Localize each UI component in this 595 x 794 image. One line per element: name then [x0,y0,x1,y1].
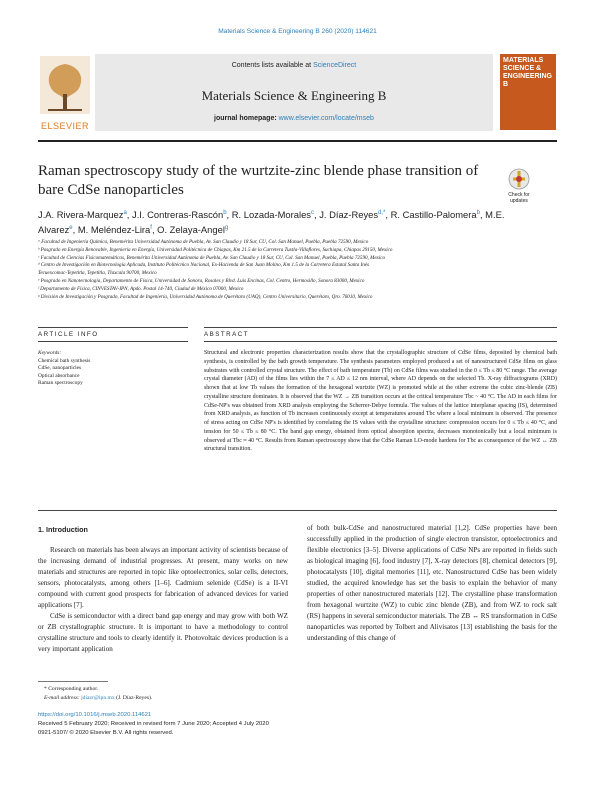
homepage-link[interactable]: www.elsevier.com/locate/mseb [278,115,374,122]
author[interactable]: R. Castillo-Palomera$^b$ [390,209,480,221]
article-info-rule [38,327,188,328]
affiliation: ᵇ Posgrado en Energía Renovable, Ingeniería en Energía, Universidad Politécnica de Chiapas, Km 21.5 de la Carretera Tuxtla-Villaflores, Suchiapa, Chiapas 29150, Mexico [38,246,393,253]
keyword: CdSe, nanoparticles [38,365,82,372]
contents-prefix: Contents lists available at [231,62,314,69]
footnote-block [44,685,152,702]
journal-title: Materials Science & Engineering B [201,88,387,103]
author[interactable]: J. Díaz-Reyes$^{d,*}$ [319,209,386,221]
crossmark-label: Check for updates [508,192,530,204]
homepage-prefix: journal homepage: [214,115,279,122]
paragraph: Research on materials has been always an important activity of scientists because of the increasing demand of industrial progresses. At present, many works on new materials and structures are reported in topic like optoelectronics, solar cells, detectors, sensors, photocatalysts, among others [1–6]. Cadmium selenide (CdSe) is a II-VI compound with current good prospects for fabrication of advanced devices for varied applications [7]. [38,546,288,610]
paragraph: CdSe is semiconductor with a direct band gap energy and may grow with both WZ or ZB crystallographic structure. It is important to have a methodology to control crystalline structure and tools to clearly identify it. Photovoltaic devices production is a very important application [38,612,288,654]
sciencedirect-link[interactable]: ScienceDirect [313,62,357,69]
author[interactable]: J.A. Rivera-Marquez$^a$ [38,209,127,221]
article-info-rule-bottom [38,341,188,342]
affiliation: ᵉ Posgrado en Nanotecnología, Departamento de Física, Universidad de Sonora, Rosales y Blvd. Luis Encinas, Col. Centro, Hermosillo, Sonora 83000, Mexico [38,277,365,284]
intro-right-column [307,523,557,645]
author-list: J.A. Rivera-Marquez$^a$, J.I. Contreras-Rascón$^b$, R. Lozada-Morales$^c$, J. Díaz-Reyes$^{d,*}$, R. Castillo-Palomera$^b$, M.E. Alvarez$^e$, M. Meléndez-Lira$^f$, O. Zelaya-Angel$^g$ [38,209,505,235]
author[interactable]: J.I. Contreras-Rascón$^b$ [132,209,227,221]
author[interactable]: R. Lozada-Morales$^c$ [231,209,314,221]
abstract-rule [204,327,557,328]
paragraph: of both bulk-CdSe and nanostructured material [1,2]. CdSe properties have been successfully applied in the production of single electron transistor, optoelectronics and flexible electronics [3–5]. Diverse applications of CdSe NPs are reported in fields such as biological imaging [6], food industry [7], X-ray detectors [8], chemical detectors [9], photocatalysts [10], digital memories [11], etc. Nanostructured CdSe has been widely studied, the acquired knowledge has set the basis to explain the behavior of many properties of other nanostructured materials [12]. The crystalline phase transformation from hexagonal wurtzite (WZ) to cubic zinc blende (ZB), and from WZ to rock salt (RS) happens in several semiconductor materials. The ZB ↔ RS transformation in CdSe nanoparticles was reported by Tolbert and Alivisatos [13] establishing the basis for the understanding of this change of [307,524,557,643]
article-info-heading: ARTICLE INFO [38,331,99,338]
abstract-heading: ABSTRACT [204,331,250,338]
intro-left-column [38,545,288,655]
abstract-text: Structural and electronic properties characterization results show that the crystallographic structure of CdSe films, deposited by chemical bath synthesis, is controlled by the bath growth temperature. The synthesis parameters employed produced a set of nanostructured CdSe films on glass substrates with controlled crystal structure. The effect of bath temperature (Tb) on CdSe films was studied in the 0 ≤ Tb ≤ 80 °C range. The average crystal diameter (AD) of the films lies within the 7 ≤ AD ≤ 12 nm interval, where AD depends on the selected Tb. X-ray diffractograms (XRD) shown that at low Tb values the formation of the hexagonal wurtzite (WZ) is promoted while at the other extreme the cubic zinc-blende (ZB) crystalline structure dominates. It is observed that the WZ → ZB transition occurs at the critical temperature Tbc ~ 40 °C. The AD in each films for CdSe-NP's was obtained from XRD analysis employing the Scherrer-Debye formula. The values of the lattice interplanar spacing (IS), determined from XRD analysis, as function of Tb increases continuously except at temperatures around Tbc where a local minimum is observed. The presence of stress acting on CdSe NP's is identified by correlating the IS values with the crystalline structure: compression occurs for 0 ≤ Tb ≤ 40 °C, and tension for 50 ≤ Tb ≤ 80 °C. The band gap energy, obtained from optical absorption spectra, decreases monotonically but a local minimum is observed at Tbc ≈ 40 °C. Results from Raman spectroscopy show that the CdSe Raman LO-mode hardens for Tbc as consequence of the WZ ↔ ZB structural transition. [204,350,557,453]
elsevier-logo [38,54,92,131]
author[interactable]: M.E. Alvarez$^e$ [38,209,505,235]
keywords-block [38,350,188,388]
keywords-label: Keywords: [38,350,62,356]
keyword: Raman spectroscopy [38,380,83,387]
footnote-rule [38,681,108,682]
keyword: Optical absorbance [38,372,80,379]
affiliation: ᵈ Centro de Investigación en Biotecnología Aplicada, Instituto Politécnico Nacional, Ex-Hacienda de San Juan Molino, Km 1.5 de la Carretera Estatal Santa Inés [38,262,370,269]
affiliation: ᵍ División de Investigación y Posgrado, Facultad de Ingeniería, Universidad Autónoma de Querétaro (UAQ), Centro Universitario, Querétaro, Qro. 76010, Mexico [38,293,373,300]
article-title: Raman spectroscopy study of the wurtzite-zinc blende phase transition of bare CdSe nanoparticles [38,163,479,198]
crossmark-icon [508,168,530,190]
journal-cover [500,54,556,130]
affiliations [38,239,558,301]
keyword: Chemical bath synthesis [38,357,91,364]
received-dates: Received 5 February 2020; Received in revised form 7 June 2020; Accepted 4 July 2020 [38,721,269,727]
publisher-name: ELSEVIER [40,121,90,131]
corresponding-author-note: * Corresponding author. [44,686,99,692]
affiliation: Tecuexcomac-Tepetitla, Tepetitla, Tlaxcala 90700, Mexico [38,270,157,277]
section-heading-introduction: 1. Introduction [38,525,88,534]
journal-reference[interactable]: Materials Science & Engineering B 260 (2020) 114621 [218,28,377,35]
contents-line [95,62,493,69]
affiliation: ᵃ Facultad de Ingeniería Química, Benemérita Universidad Autónoma de Puebla, Av. San Claudio y 18 Sur, CU, Col. San Manuel, Puebla, Puebla 72590, Mexico [38,239,369,245]
elsevier-tree-icon [38,54,92,116]
homepage-line [95,115,493,122]
author[interactable]: O. Zelaya-Angel$^g$ [157,223,229,235]
affiliation: ᶜ Facultad de Ciencias Fisicomatemáticas, Benemérita Universidad Autónoma de Puebla, Av. San Claudio y 18 Sur, CU, Col. San Manuel, Puebla, Puebla 72590, Mexico [38,254,386,261]
copyright: 0921-5107/ © 2020 Elsevier B.V. All rights reserved. [38,730,174,736]
author[interactable]: M. Meléndez-Lira$^f$ [77,223,152,235]
affiliation: ᶠ Departamento de Física, CINVESTAV-IPN, Apdo. Postal 14-740, Ciudad de México 07000, Mexico [38,285,244,292]
abstract-rule-bottom [204,341,557,342]
doi-link[interactable]: https://doi.org/10.1016/j.mseb.2020.114621 [38,712,152,718]
publication-info [38,711,269,738]
email-link[interactable]: jdiazr@ipn.mx [81,694,115,701]
cover-title: MATERIALS SCIENCE & ENGINEERING B [503,57,553,88]
header-rule [38,140,557,142]
abstract-end-rule [38,510,557,511]
email-line: E-mail address: jdiazr@ipn.mx (J. Díaz-Reyes). [44,694,153,701]
crossmark-badge[interactable] [504,168,534,208]
